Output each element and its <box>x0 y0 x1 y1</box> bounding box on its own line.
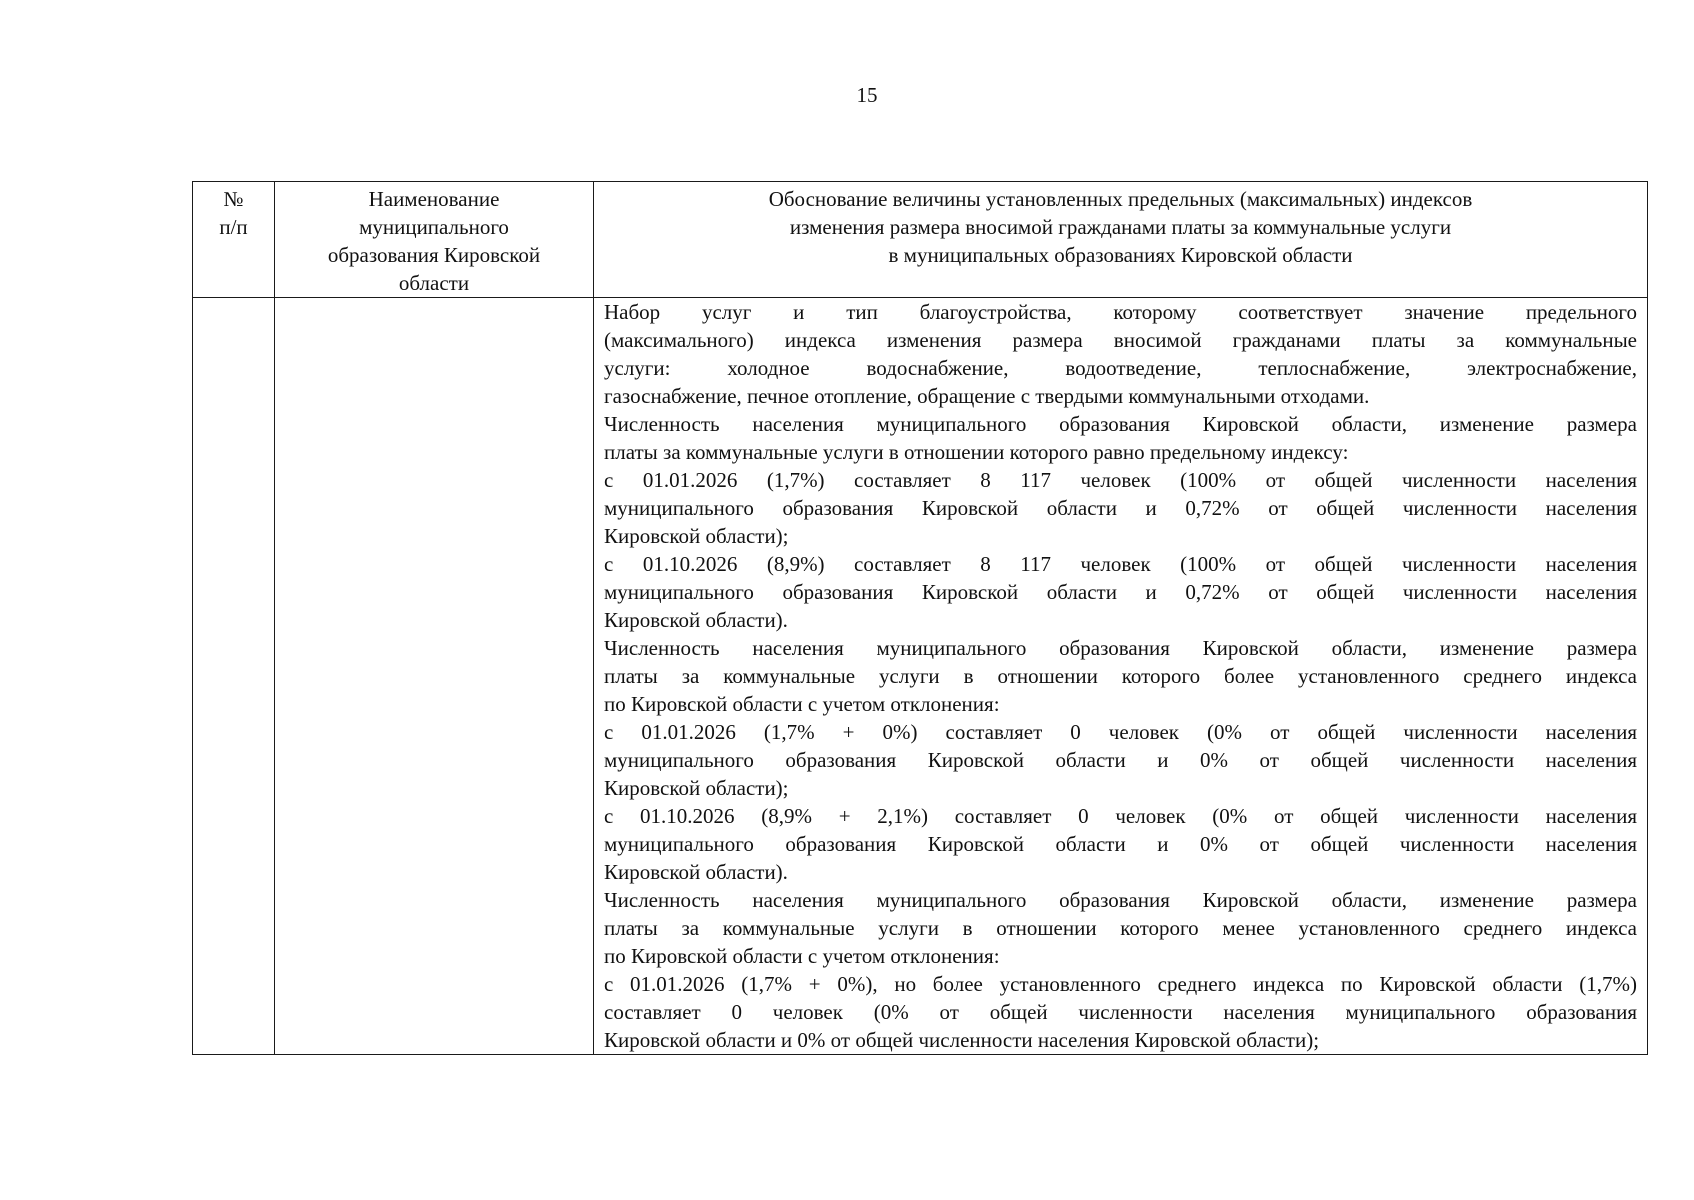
paragraph-line: Численность населения муниципального образования Кировской области, изменение размера <box>604 888 1637 912</box>
header-municipality-line: образования Кировской <box>327 243 541 267</box>
paragraph-line: Набор услуг и тип благоустройства, которому соответствует значение предельного <box>604 300 1637 324</box>
paragraph-line: Кировской области). <box>604 608 788 632</box>
justification-paragraph <box>604 466 1637 550</box>
paragraph-line: с 01.01.2026 (1,7%) составляет 8 117 человек (100% от общей численности населения <box>604 468 1637 492</box>
paragraph-line: платы за коммунальные услуги в отношении которого менее установленного среднего индекса <box>604 916 1637 940</box>
table-row <box>193 298 1648 1055</box>
paragraph-line: муниципального образования Кировской области и 0% от общей численности населения <box>604 832 1637 856</box>
header-municipality-line: области <box>398 271 470 295</box>
table-header-row <box>193 182 1648 298</box>
paragraph-line: составляет 0 человек (0% от общей численности населения муниципального образования <box>604 1000 1637 1024</box>
paragraph-line: газоснабжение, печное отопление, обращение с твердыми коммунальными отходами. <box>604 384 1370 408</box>
cell-municipality-name <box>275 298 594 1055</box>
paragraph-line: Численность населения муниципального образования Кировской области, изменение размера <box>604 636 1637 660</box>
justification-paragraph <box>604 634 1637 718</box>
paragraph-line: с 01.01.2026 (1,7% + 0%), но более установленного среднего индекса по Кировской области (1,7%) <box>604 972 1637 996</box>
justification-paragraph <box>604 410 1637 466</box>
paragraph-line: Кировской области); <box>604 524 789 548</box>
paragraph-line: по Кировской области с учетом отклонения: <box>604 692 1000 716</box>
justification-paragraph <box>604 718 1637 802</box>
header-justification <box>594 182 1648 298</box>
justification-paragraph <box>604 886 1637 970</box>
paragraph-line: услуги: холодное водоснабжение, водоотведение, теплоснабжение, электроснабжение, <box>604 356 1637 380</box>
paragraph-line: с 01.10.2026 (8,9% + 2,1%) составляет 0 человек (0% от общей численности населения <box>604 804 1637 828</box>
header-justification-line: в муниципальных образованиях Кировской области <box>888 243 1353 267</box>
paragraph-line: Кировской области); <box>604 776 789 800</box>
justification-paragraph <box>604 802 1637 886</box>
paragraph-line: с 01.10.2026 (8,9%) составляет 8 117 человек (100% от общей численности населения <box>604 552 1637 576</box>
header-number-line: п/п <box>219 215 248 239</box>
header-number-line: № <box>223 187 244 211</box>
header-municipality-line: муниципального <box>359 215 509 239</box>
paragraph-line: по Кировской области с учетом отклонения: <box>604 944 1000 968</box>
cell-number <box>193 298 275 1055</box>
paragraph-line: муниципального образования Кировской области и 0,72% от общей численности населения <box>604 580 1637 604</box>
cell-justification-text <box>594 298 1648 1055</box>
header-number <box>193 182 275 298</box>
paragraph-line: муниципального образования Кировской области и 0,72% от общей численности населения <box>604 496 1637 520</box>
paragraph-line: муниципального образования Кировской области и 0% от общей численности населения <box>604 748 1637 772</box>
header-justification-line: Обоснование величины установленных предельных (максимальных) индексов <box>768 187 1473 211</box>
page-number: 15 <box>856 83 878 107</box>
header-justification-line: изменения размера вносимой гражданами платы за коммунальные услуги <box>789 215 1452 239</box>
paragraph-line: Кировской области и 0% от общей численности населения Кировской области); <box>604 1028 1320 1052</box>
paragraph-line: платы за коммунальные услуги в отношении которого более установленного среднего индекса <box>604 664 1637 688</box>
paragraph-line: с 01.01.2026 (1,7% + 0%) составляет 0 человек (0% от общей численности населения <box>604 720 1637 744</box>
header-municipality-line: Наименование <box>368 187 500 211</box>
justification-paragraph <box>604 970 1637 1054</box>
paragraph-line: платы за коммунальные услуги в отношении которого равно предельному индексу: <box>604 440 1349 464</box>
justification-paragraph <box>604 298 1637 410</box>
paragraph-line: (максимального) индекса изменения размера вносимой гражданами платы за коммунальные <box>604 328 1637 352</box>
paragraph-line: Численность населения муниципального образования Кировской области, изменение размера <box>604 412 1637 436</box>
justification-table <box>192 181 1648 1055</box>
justification-paragraph <box>604 550 1637 634</box>
paragraph-line: Кировской области). <box>604 860 788 884</box>
header-municipality-name <box>275 182 594 298</box>
